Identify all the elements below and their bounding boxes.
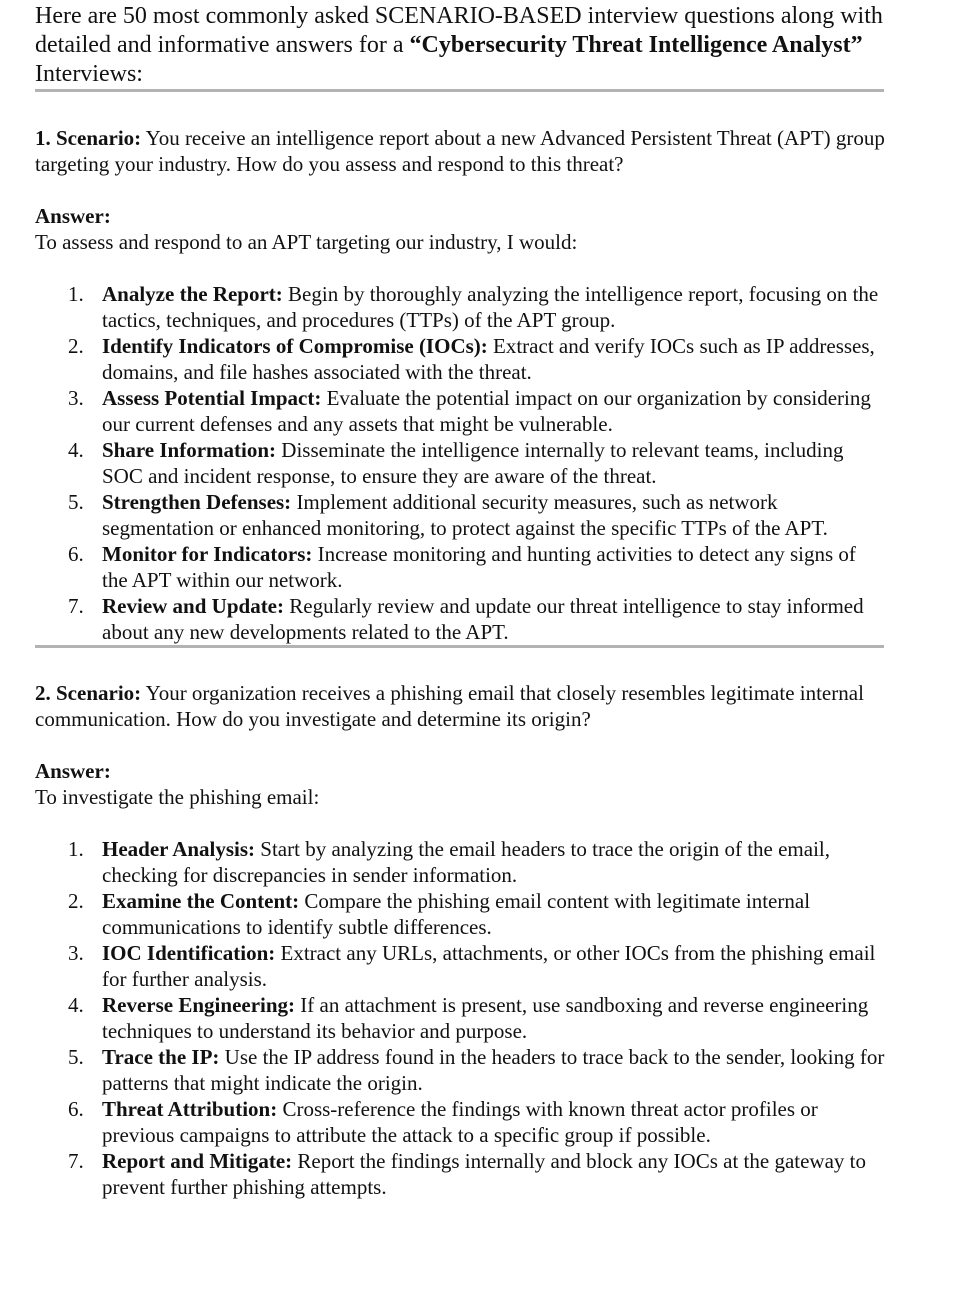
intro-text: Here are 50 most commonly asked SCENARIO-BASED interview questions along with detailed and informative answers for a [35, 3, 883, 58]
step-number: 3. [68, 941, 84, 965]
step-title: Examine the Content: [102, 889, 300, 913]
intro-text-end: Interviews: [35, 61, 143, 87]
list-item [35, 489, 885, 541]
step-number: 1. [68, 282, 84, 306]
step-title: Review and Update: [102, 594, 284, 618]
step-number: 6. [68, 1097, 84, 1121]
step-text: Use the IP address found in the headers to trace back to the sender, looking for patterns that might indicate the origin. [102, 1045, 885, 1095]
step-title: Reverse Engineering: [102, 993, 296, 1017]
list-item [35, 836, 885, 888]
answer-label: Answer: [35, 204, 111, 228]
step-number: 4. [68, 438, 84, 462]
step-title: Strengthen Defenses: [102, 490, 292, 514]
list-item [35, 888, 885, 940]
step-text: Disseminate the intelligence internally to relevant teams, including SOC and incident response, to ensure they are aware of the threat. [102, 438, 844, 488]
document-page [35, 0, 885, 1200]
scenario-label: 2. Scenario: [35, 681, 142, 705]
step-text: Extract any URLs, attachments, or other IOCs from the phishing email for further analysis. [102, 941, 876, 991]
scenario-question [35, 680, 885, 732]
answer-steps-list [35, 281, 885, 645]
step-title: Trace the IP: [102, 1045, 220, 1069]
step-number: 1. [68, 837, 84, 861]
step-text: Report the findings internally and block any IOCs at the gateway to prevent further phishing attempts. [102, 1149, 867, 1199]
step-text: Cross-reference the findings with known threat actor profiles or previous campaigns to attribute the attack to a specific group if possible. [102, 1097, 818, 1147]
intro-role-title: “Cybersecurity Threat Intelligence Analyst” [409, 32, 863, 58]
step-number: 2. [68, 889, 84, 913]
list-item [35, 281, 885, 333]
step-title: Assess Potential Impact: [102, 386, 322, 410]
answer-lead: To investigate the phishing email: [35, 785, 320, 809]
step-text: Extract and verify IOCs such as IP addresses, domains, and file hashes associated with the threat. [102, 334, 875, 384]
list-item [35, 992, 885, 1044]
step-text: Increase monitoring and hunting activities to detect any signs of the APT within our network. [102, 542, 856, 592]
step-title: IOC Identification: [102, 941, 276, 965]
list-item [35, 1044, 885, 1096]
list-item [35, 541, 885, 593]
answer-steps-list [35, 836, 885, 1200]
step-text: Begin by thoroughly analyzing the intelligence report, focusing on the tactics, techniques, and procedures (TTPs) of the APT group. [102, 282, 879, 332]
step-number: 5. [68, 1045, 84, 1069]
step-text: Evaluate the potential impact on our organization by considering our current defenses and any assets that might be vulnerable. [102, 386, 871, 436]
step-number: 2. [68, 334, 84, 358]
step-number: 3. [68, 386, 84, 410]
step-text: Regularly review and update our threat intelligence to stay informed about any new developments related to the APT. [102, 594, 864, 644]
step-title: Analyze the Report: [102, 282, 283, 306]
answer-label: Answer: [35, 759, 111, 783]
section-divider [35, 645, 884, 648]
list-item [35, 333, 885, 385]
answer-lead: To assess and respond to an APT targeting our industry, I would: [35, 230, 578, 254]
step-title: Threat Attribution: [102, 1097, 278, 1121]
scenario-question [35, 125, 885, 177]
step-number: 6. [68, 542, 84, 566]
scenario-text: You receive an intelligence report about a new Advanced Persistent Threat (APT) group targeting your industry. How do you assess and respond to this threat? [35, 126, 885, 176]
list-item [35, 1096, 885, 1148]
step-text: If an attachment is present, use sandboxing and reverse engineering techniques to understand its behavior and purpose. [102, 993, 869, 1043]
list-item [35, 940, 885, 992]
question-block [35, 680, 885, 1200]
step-title: Identify Indicators of Compromise (IOCs): [102, 334, 488, 358]
step-number: 7. [68, 1149, 84, 1173]
step-number: 7. [68, 594, 84, 618]
step-title: Monitor for Indicators: [102, 542, 313, 566]
list-item [35, 385, 885, 437]
question-block [35, 125, 885, 645]
step-text: Start by analyzing the email headers to trace the origin of the email, checking for discrepancies in sender information. [102, 837, 831, 887]
scenario-text: Your organization receives a phishing email that closely resembles legitimate internal communication. How do you investigate and determine its origin? [35, 681, 864, 731]
intro-paragraph [35, 2, 885, 89]
step-number: 4. [68, 993, 84, 1017]
step-text: Compare the phishing email content with legitimate internal communications to identify subtle differences. [102, 889, 811, 939]
section-divider [35, 89, 884, 92]
list-item [35, 1148, 885, 1200]
step-text: Implement additional security measures, such as network segmentation or enhanced monitoring, to protect against the specific TTPs of the APT. [102, 490, 828, 540]
scenario-label: 1. Scenario: [35, 126, 142, 150]
step-title: Report and Mitigate: [102, 1149, 293, 1173]
step-number: 5. [68, 490, 84, 514]
step-title: Share Information: [102, 438, 277, 462]
step-title: Header Analysis: [102, 837, 256, 861]
list-item [35, 593, 885, 645]
list-item [35, 437, 885, 489]
